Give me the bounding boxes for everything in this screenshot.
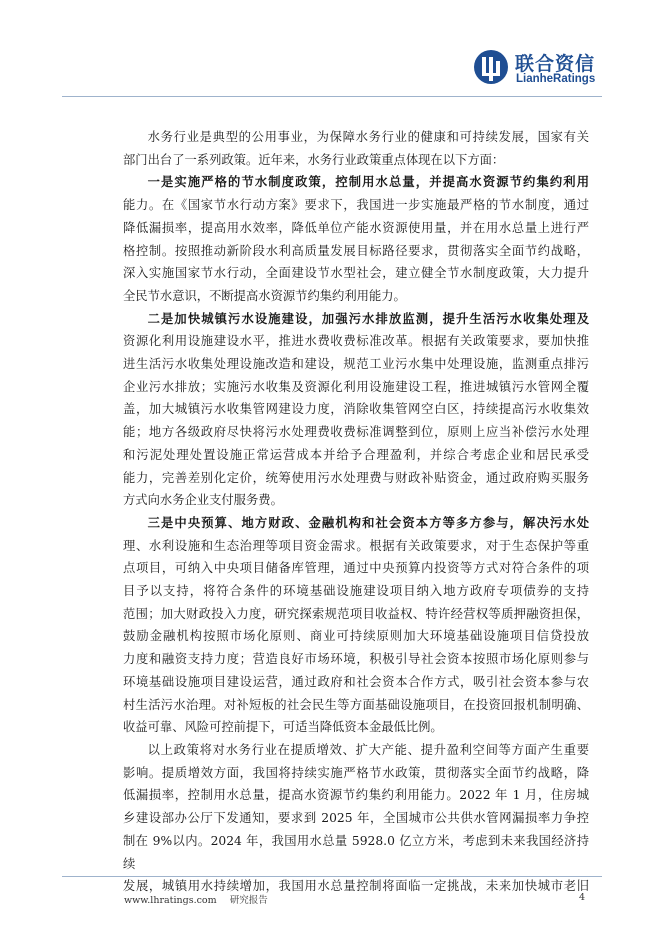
intro-paragraph	[123, 126, 589, 171]
footer-divider	[62, 876, 602, 877]
policy-paragraph-2	[123, 308, 589, 512]
text-line: 能；地方各级政府尽快将污水处理费收费标准调整到位，原则上应当补偿污水处理	[123, 425, 589, 440]
text-line: 二是加快城镇污水设施建设，加强污水排放监测，提升生活污水收集处理及	[147, 310, 589, 326]
text-line: 三是中央预算、地方财政、金融机构和社会资本方等多方参与，解决污水处	[147, 514, 589, 530]
page-header	[0, 0, 662, 100]
text-line: 能力。在《国家节水行动方案》要求下，我国进一步实施最严格的节水制度，通过	[123, 198, 589, 213]
text-line: 部门出台了一系列政策。近年来，水务行业政策重点体现在以下方面：	[123, 152, 505, 167]
text-line: 力度和融资支持力度；营造良好市场环境，积极引导社会资本按照市场化原则参与	[123, 652, 589, 667]
text-line: 范围；加大财政投入力度，研究探索规范项目收益权、特许经营权等质押融资担保，	[123, 606, 589, 621]
text-line: 能力，完善差别化定价，统筹使用污水处理费与财政补贴资金，通过政府购买服务	[123, 470, 589, 485]
text-line: 点项目，可纳入中央项目储备库管理，通过中央预算内投资等方式对符合条件的项	[123, 561, 589, 576]
text-line: 乡建设部办公厅下发通知，要求到 2025 年，全国城市公共供水管网漏损率力争控	[123, 811, 589, 826]
lianhe-logo-icon	[474, 50, 508, 84]
text-line: 盖，加大城镇污水收集管网建设力度，消除收集管网空白区，持续提高污水收集效	[123, 402, 589, 417]
policy-paragraph-3	[123, 512, 589, 739]
footer-website-link[interactable]: www.lhratings.com	[124, 895, 217, 906]
text-line: 格控制。按照推动新阶段水利高质量发展目标路径要求，贯彻落实全面节约战略，	[123, 243, 589, 258]
text-line: 发展，城镇用水持续增加，我国用水总量控制将面临一定挑战，未来加快城市老旧	[123, 879, 589, 894]
text-line: 鼓励金融机构按照市场化原则、商业可持续原则加大环境基础设施项目信贷投放	[123, 629, 589, 644]
text-line: 降低漏损率，提高用水效率，降低单位产能水资源使用量，并在用水总量上进行严	[123, 220, 589, 235]
text-line: 收益可靠、风险可控前提下，可适当降低资本金最低比例。	[123, 720, 443, 735]
text-line: 目予以支持，将符合条件的环境基础设施建设项目纳入地方政府专项债券的支持	[123, 584, 589, 599]
page-footer	[124, 892, 278, 906]
header-divider	[62, 96, 602, 97]
text-line: 影响。提质增效方面，我国将持续实施严格节水政策，贯彻落实全面节约战略，降	[123, 765, 589, 780]
text-line: 制在 9%以内。2024 年，我国用水总量 5928.0 亿立方米，考虑到未来我国经济持续	[123, 833, 589, 871]
text-line: 低漏损率，控制用水总量，提高水资源节约集约利用能力。2022 年 1 月，住房城	[123, 788, 589, 803]
impact-paragraph	[123, 739, 589, 898]
text-line: 进生活污水收集处理设施改造和建设，规范工业污水集中处理设施，监测重点排污	[123, 357, 589, 372]
text-line: 方式向水务企业支付服务费。	[123, 493, 283, 508]
page-number: 4	[579, 892, 586, 903]
logo-english-name: LianheRatings	[516, 73, 596, 85]
policy-paragraph-1	[123, 171, 589, 307]
text-line: 企业污水排放；实施污水收集及资源化利用设施建设工程，推进城镇污水管网全覆	[123, 379, 589, 394]
text-line: 环境基础设施项目建设运营，通过政府和社会资本合作方式，吸引社会资本参与农	[123, 674, 589, 689]
text-line: 资源化利用设施建设水平，推进水费收费标准改革。根据有关政策要求，要加快推	[123, 334, 589, 349]
text-line: 全民节水意识，不断提高水资源节约集约利用能力。	[123, 288, 406, 303]
text-line: 一是实施严格的节水制度政策，控制用水总量，并提高水资源节约集约利用	[147, 174, 589, 190]
text-line: 深入实施国家节水行动，全面建设节水型社会，建立健全节水制度政策，大力提升	[123, 266, 589, 281]
report-body	[123, 126, 589, 898]
text-line: 水务行业是典型的公用事业，为保障水务行业的健康和可持续发展，国家有关	[147, 130, 589, 144]
lianhe-ratings-logo	[474, 49, 614, 89]
text-line: 和污泥处理处置设施正常运营成本并给予合理盈利，并综合考虑企业和居民承受	[123, 447, 589, 462]
text-line: 理、水利设施和生态治理等项目资金需求。根据有关政策要求，对于生态保护等重	[123, 538, 589, 553]
text-line: 以上政策将对水务行业在提质增效、扩大产能、提升盈利空间等方面产生重要	[147, 742, 589, 757]
logo-chinese-name: 联合资信	[515, 53, 596, 75]
footer-report-type: 研究报告	[229, 895, 268, 906]
text-line: 村生活污水治理。对补短板的社会民生等方面基础设施项目，在投资回报机制明确、	[123, 697, 589, 712]
